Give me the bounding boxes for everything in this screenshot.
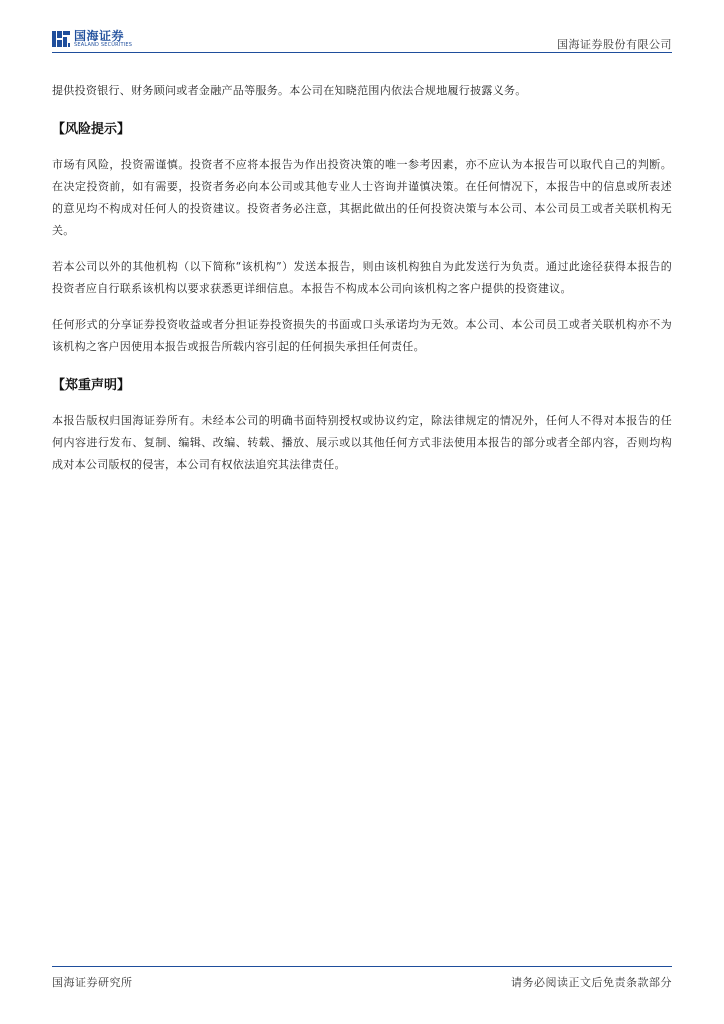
logo-english-name: SEALAND SECURITIES bbox=[74, 42, 133, 48]
page-header bbox=[52, 28, 672, 54]
risk-paragraph-1: 市场有风险，投资需谨慎。投资者不应将本报告为作出投资决策的唯一参考因素，亦不应认为本报告可以取代自己的判断。在决定投资前，如有需要，投资者务必向本公司或其他专业人士咨询并谨慎决策。在任何情况下，本报告中的信息或所表述的意见均不构成对任何人的投资建议。投资者务必注意，其据此做出的任何投资决策与本公司、本公司员工或者关联机构无关。 bbox=[52, 158, 672, 237]
intro-paragraph: 提供投资银行、财务顾问或者金融产品等服务。本公司在知晓范围内依法合规地履行披露义务。 bbox=[52, 84, 527, 97]
footer-institute: 国海证券研究所 bbox=[52, 976, 133, 989]
risk-paragraph-3: 任何形式的分享证券投资收益或者分担证券投资损失的书面或口头承诺均为无效。本公司、本公司员工或者关联机构亦不为该机构之客户因使用本报告或报告所载内容引起的任何损失承担任何责任。 bbox=[52, 318, 672, 353]
sealand-logo-icon bbox=[52, 30, 70, 48]
company-logo bbox=[52, 30, 132, 48]
company-name: 国海证券股份有限公司 bbox=[557, 38, 672, 51]
footer-divider bbox=[52, 966, 672, 967]
risk-section-title: 【风险提示】 bbox=[52, 122, 131, 137]
risk-paragraph-2: 若本公司以外的其他机构（以下简称“该机构”）发送本报告，则由该机构独自为此发送行为负责。通过此途径获得本报告的投资者应自行联系该机构以要求获悉更详细信息。本报告不构成本公司向该机构之客户提供的投资建议。 bbox=[52, 260, 672, 295]
header-divider bbox=[52, 52, 672, 53]
declaration-section-title: 【郑重声明】 bbox=[52, 378, 131, 393]
logo-chinese-name: 国海证券 bbox=[74, 29, 125, 43]
disclaimer-content bbox=[52, 80, 672, 476]
footer-disclaimer-note: 请务必阅读正文后免责条款部分 bbox=[511, 976, 672, 989]
declaration-paragraph: 本报告版权归国海证券所有。未经本公司的明确书面特别授权或协议约定，除法律规定的情况外，任何人不得对本报告的任何内容进行发布、复制、编辑、改编、转载、播放、展示或以其他任何方式非法使用本报告的部分或者全部内容，否则均构成对本公司版权的侵害，本公司有权依法追究其法律责任。 bbox=[52, 414, 672, 471]
